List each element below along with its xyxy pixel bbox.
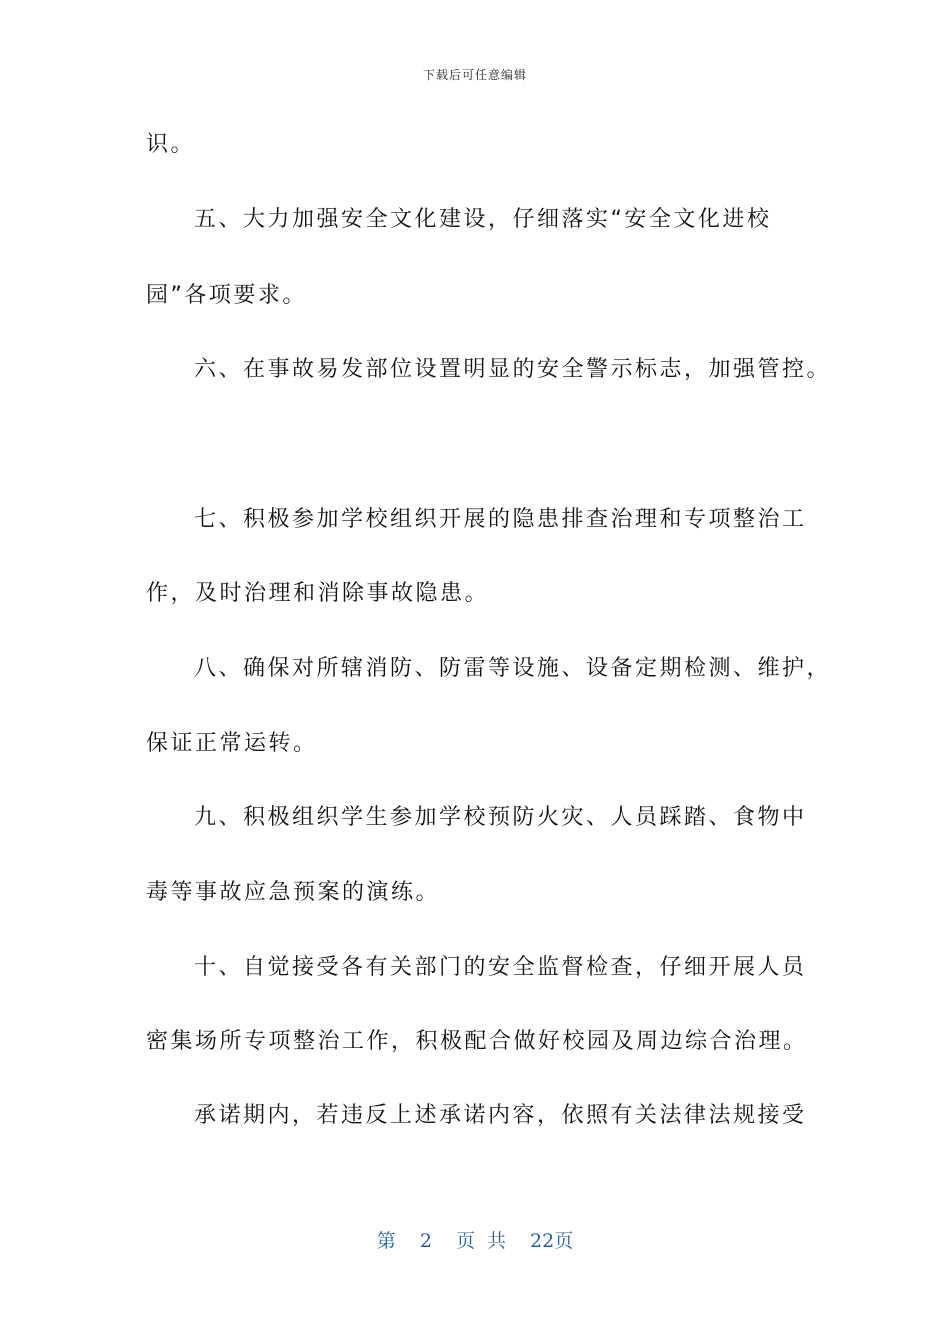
- body-line: 六、在事故易发部位设置明显的安全警示标志，加强管控。: [194, 357, 832, 382]
- body-line: 毒等事故应急预案的演练。: [146, 880, 441, 905]
- body-line: 八、确保对所辖消防、防雷等设施、设备定期检测、维护，: [194, 656, 832, 681]
- page-footer: [0, 1226, 950, 1253]
- body-line: 九、积极组织学生参加学校预防火灾、人员踩踏、食物中: [194, 805, 807, 830]
- body-line: 识。: [146, 132, 196, 157]
- body-line: 保证正常运转。: [146, 731, 318, 756]
- footer-middle: 页 共: [455, 1230, 506, 1252]
- footer-total-pages: 22页: [530, 1230, 574, 1252]
- body-line: 园”各项要求。: [146, 283, 307, 308]
- footer-prefix: 第: [376, 1230, 396, 1252]
- body-line: 十、自觉接受各有关部门的安全监督检查，仔细开展人员: [194, 955, 807, 980]
- body-line: 承诺期内，若违反上述承诺内容，依照有关法律法规接受: [194, 1103, 807, 1128]
- page-header: 下载后可任意编辑: [422, 68, 527, 82]
- body-line: 七、积极参加学校组织开展的隐患排查治理和专项整治工: [194, 507, 807, 532]
- body-line: 密集场所专项整治工作，积极配合做好校园及周边综合治理。: [146, 1029, 808, 1054]
- body-line: 作，及时治理和消除事故隐患。: [146, 581, 490, 606]
- body-line: 五、大力加强安全文化建设，仔细落实“安全文化进校: [194, 207, 772, 232]
- footer-page-number: 2: [419, 1230, 432, 1252]
